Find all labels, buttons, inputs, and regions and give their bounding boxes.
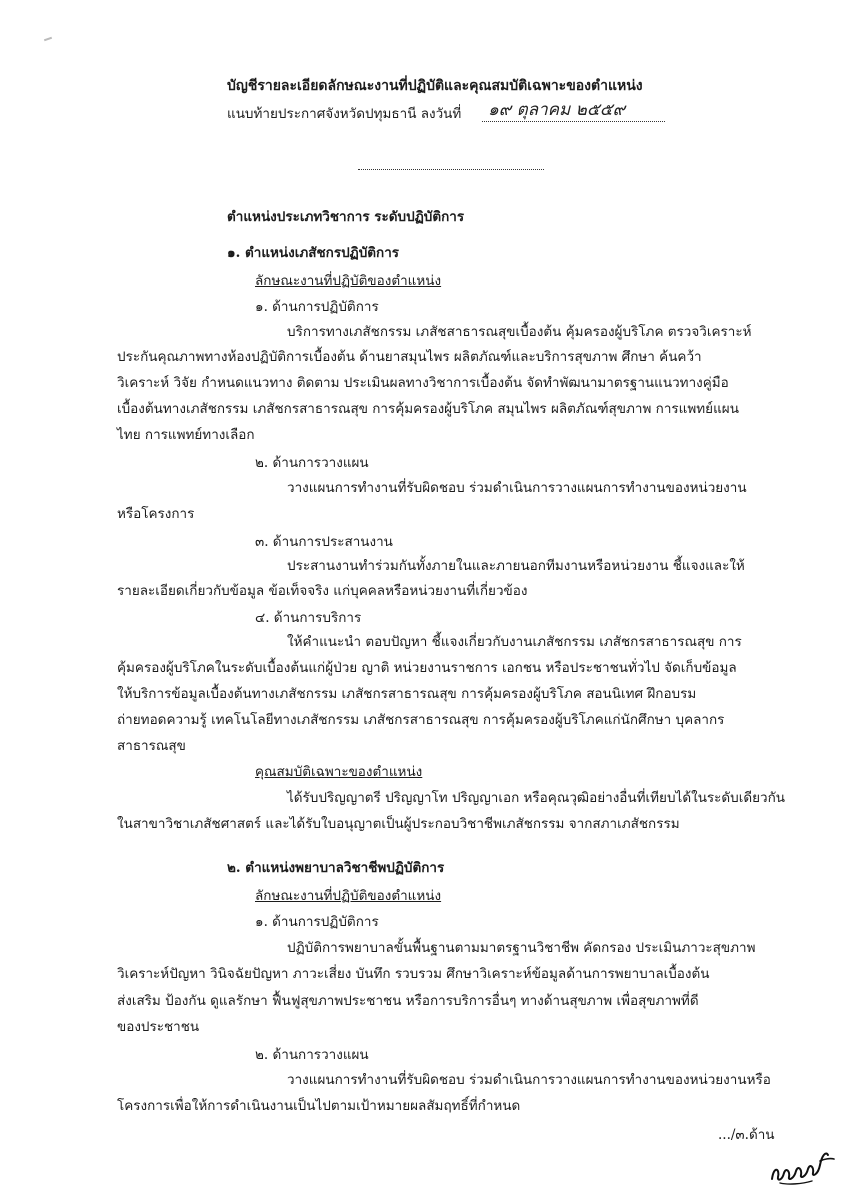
paragraph-line: โครงการเพื่อให้การดำเนินงานเป็นไปตามเป้าหมายผลสัมฤทธิ์ที่กำหนด <box>117 1098 521 1114</box>
paragraph-line: รายละเอียดเกี่ยวกับข้อมูล ข้อเท็จจริง แก่บุคคลหรือหน่วยงานที่เกี่ยวข้อง <box>117 583 528 599</box>
date-dotted-line <box>482 121 665 122</box>
handwritten-signature <box>768 1145 838 1187</box>
section-title: ๓. ด้านการประสานงาน <box>255 534 393 550</box>
paragraph-line: วิเคราะห์ วิจัย กำหนดแนวทาง ติดตาม ประเมินผลทางวิชาการเบื้องต้น จัดทำพัฒนามาตรฐานแนวทางคู่มือ <box>117 375 729 391</box>
section-title: ๔. ด้านการบริการ <box>255 610 362 626</box>
annex-reference: แนบท้ายประกาศจังหวัดปทุมธานี ลงวันที่ <box>227 106 462 122</box>
paragraph-line: ไทย การแพทย์ทางเลือก <box>117 427 255 443</box>
paragraph-line: คุ้มครองผู้บริโภคในระดับเบื้องต้นแก่ผู้ป่วย ญาติ หน่วยงานราชการ เอกชน หรือประชาชนทั่วไป จัดเก็บข้อมูล <box>117 660 737 676</box>
section-title: ๑. ด้านการปฏิบัติการ <box>255 299 379 315</box>
position-heading: ๑. ตำแหน่งเภสัชกรปฏิบัติการ <box>227 245 400 261</box>
header-separator <box>358 169 544 170</box>
paragraph-line: ให้คำแนะนำ ตอบปัญหา ชี้แจงเกี่ยวกับงานเภสัชกรรม เภสัชกรสาธารณสุข การ <box>287 634 742 650</box>
paragraph-line: วิเคราะห์ปัญหา วินิจฉัยปัญหา ภาวะเสี่ยง บันทึก รวบรวม ศึกษาวิเคราะห์ข้อมูลด้านการพยาบาลเบื้องต้น <box>117 966 710 982</box>
paragraph-line: บริการทางเภสัชกรรม เภสัชสาธารณสุขเบื้องต้น คุ้มครองผู้บริโภค ตรวจวิเคราะห์ <box>287 324 752 340</box>
paragraph-line: หรือโครงการ <box>117 506 195 522</box>
paragraph-line: วางแผนการทำงานที่รับผิดชอบ ร่วมดำเนินการวางแผนการทำงานของหน่วยงานหรือ <box>287 1072 771 1088</box>
scan-speck <box>44 37 52 42</box>
paragraph-line: ประสานงานทำร่วมกันทั้งภายในและภายนอกทีมงานหรือหน่วยงาน ชี้แจงและให้ <box>287 558 745 574</box>
section-title: ๑. ด้านการปฏิบัติการ <box>255 914 379 930</box>
paragraph-line: ปฏิบัติการพยาบาลขั้นพื้นฐานตามมาตรฐานวิชาชีพ คัดกรอง ประเมินภาวะสุขภาพ <box>287 940 756 956</box>
paragraph-line: ในสาขาวิชาเภสัชศาสตร์ และได้รับใบอนุญาตเป็นผู้ประกอบวิชาชีพเภสัชกรรม จากสภาเภสัชกรรม <box>117 816 680 832</box>
paragraph-line: ถ่ายทอดความรู้ เทคโนโลยีทางเภสัชกรรม เภสัชกรสาธารณสุข การคุ้มครองผู้บริโภคแก่นักศึกษา บุคลากร <box>117 712 725 728</box>
document-title: บัญชีรายละเอียดลักษณะงานที่ปฏิบัติและคุณสมบัติเฉพาะของตำแหน่ง <box>227 78 643 94</box>
duties-heading: ลักษณะงานที่ปฏิบัติของตำแหน่ง <box>255 888 442 904</box>
qualification-heading: คุณสมบัติเฉพาะของตำแหน่ง <box>255 764 423 780</box>
paragraph-line: เบื้องต้นทางเภสัชกรรม เภสัชกรสาธารณสุข การคุ้มครองผู้บริโภค สมุนไพร ผลิตภัณฑ์สุขภาพ การแพทย์แผน <box>117 401 739 417</box>
category-heading: ตำแหน่งประเภทวิชาการ ระดับปฏิบัติการ <box>227 209 465 225</box>
paragraph-line: ส่งเสริม ป้องกัน ดูแลรักษา ฟื้นฟูสุขภาพประชาชน หรือการบริการอื่นๆ ทางด้านสุขภาพ เพื่อสุขภาพที่ดี <box>117 993 699 1009</box>
paragraph-line: ประกันคุณภาพทางห้องปฏิบัติการเบื้องต้น ด้านยาสมุนไพร ผลิตภัณฑ์และบริการสุขภาพ ศึกษา ค้นคว้า <box>117 349 702 365</box>
position-heading: ๒. ตำแหน่งพยาบาลวิชาชีพปฏิบัติการ <box>227 860 445 876</box>
paragraph-line: ของประชาชน <box>117 1019 200 1035</box>
paragraph-line: สาธารณสุข <box>117 738 186 754</box>
annex-date: ๑๙ ตุลาคม ๒๕๕๙ <box>488 100 626 120</box>
duties-heading: ลักษณะงานที่ปฏิบัติของตำแหน่ง <box>255 273 442 289</box>
section-title: ๒. ด้านการวางแผน <box>255 455 369 471</box>
paragraph-line: ให้บริการข้อมูลเบื้องต้นทางเภสัชกรรม เภสัชกรสาธารณสุข การคุ้มครองผู้บริโภค สอนนิเทศ ฝึกอบรม <box>117 686 697 702</box>
paragraph-line: ได้รับปริญญาตรี ปริญญาโท ปริญญาเอก หรือคุณวุฒิอย่างอื่นที่เทียบได้ในระดับเดียวกัน <box>287 790 786 806</box>
section-title: ๒. ด้านการวางแผน <box>255 1047 369 1063</box>
page-continuation: .../๓.ด้าน <box>718 1127 775 1143</box>
paragraph-line: วางแผนการทำงานที่รับผิดชอบ ร่วมดำเนินการวางแผนการทำงานของหน่วยงาน <box>287 480 747 496</box>
